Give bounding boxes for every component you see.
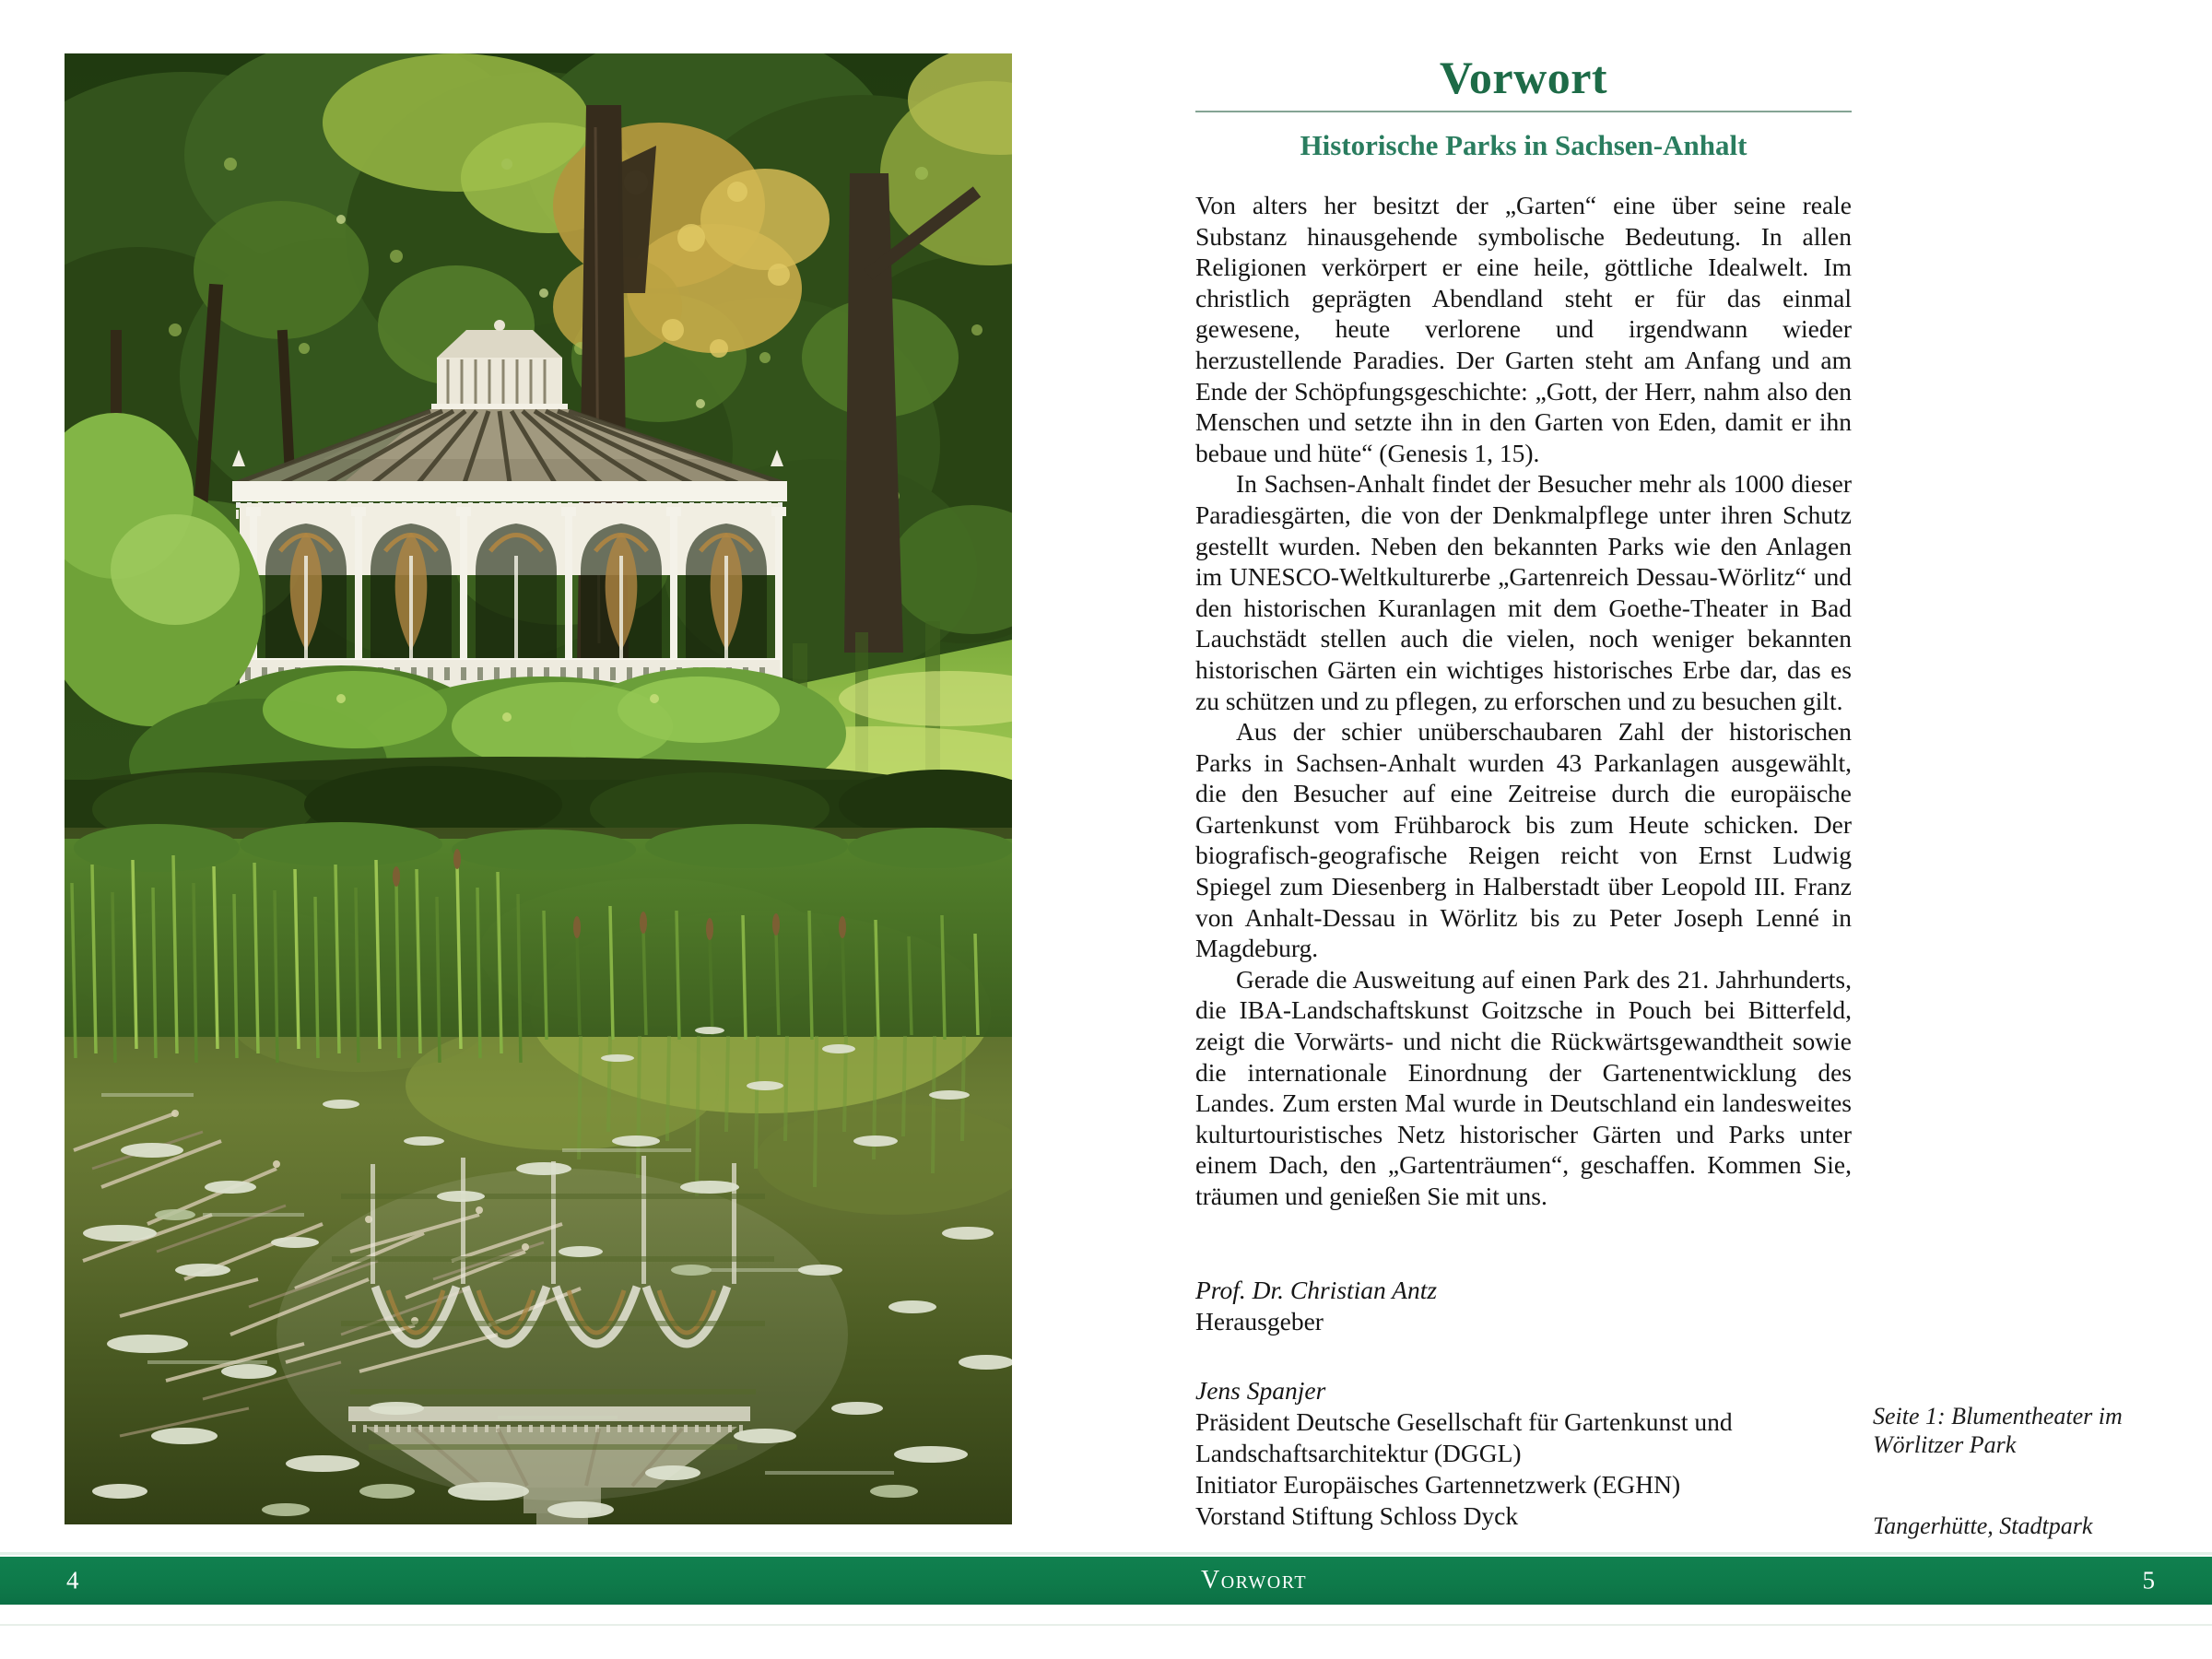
right-page-number: 5: [2142, 1566, 2155, 1594]
footer-section-label: Vorwort: [1201, 1566, 1308, 1594]
body-paragraph: Gerade die Ausweitung auf einen Park des 21. Jahrhunderts, die IBA-Landschaftskunst Goitzsche in Pouch bei Bitterfeld, zeigt die Vorwärts- und nicht die Rückwärtsgewandtheit sowie die internationale Einordnung der Gartenentwicklung des Landes. Zum ersten Mal wurde in Deutschland ein landesweites kulturtouristisches Netz historischer Gärten und Parks unter einem Dach, den „Gartenträumen“, geschaffen. Kommen Sie, träumen und genießen Sie mit uns.: [1195, 964, 1852, 1210]
park-scene-illustration: [65, 53, 1012, 1524]
signature-block-president: [1195, 1375, 1852, 1532]
signature-name: Prof. Dr. Christian Antz: [1195, 1276, 1438, 1304]
footer-bar: [0, 1557, 2212, 1605]
signature-role: Vorstand Stiftung Schloss Dyck: [1195, 1501, 1519, 1530]
title-divider: [1195, 111, 1852, 112]
body-paragraph: In Sachsen-Anhalt findet der Besucher mehr als 1000 dieser Paradiesgärten, die von der Denkmalpflege unter ihren Schutz gestellt wurden. Neben den bekannten Parks wie den Anlagen im UNESCO-Weltkulturerbe „Gartenreich Dessau-Wörlitz“ und den historischen Kuranlagen mit dem Goethe-Theater in Bad Lauchstädt stellen auch die vielen, noch weniger bekannten historischen Gärten ein wichtiges historisches Erbe dar, das es zu schützen und zu pflegen, zu erforschen und zu besuchen gilt.: [1195, 469, 1852, 715]
reed-bed: [65, 822, 1012, 1063]
page-subtitle: Historische Parks in Sachsen-Anhalt: [1300, 129, 1747, 161]
park-pond-gazebo-photo: [65, 53, 1012, 1524]
foreword-body: [1195, 190, 1852, 1212]
signature-role: Präsident Deutsche Gesellschaft für Gartenkunst und Landschaftsarchitektur (DGGL): [1195, 1407, 1733, 1467]
foreword-column: [1195, 51, 1852, 1212]
body-paragraph: Aus der schier unüberschaubaren Zahl der historischen Parks in Sachsen-Anhalt wurden 43 Parkanlagen ausgewählt, die den Besucher auf eine Zeitreise durch die europäische Gartenkunst vom Frühbarock bis zum Heute schicken. Der biografisch-geografische Reigen reicht von Ernst Ludwig Spiegel zum Diesenberg in Halberstadt über Leopold III. Franz von Anhalt-Dessau in Wörlitz bis zu Peter Joseph Lenné in Magdeburg.: [1195, 717, 1852, 963]
signature-role: Herausgeber: [1195, 1307, 1324, 1335]
body-paragraph: Von alters her besitzt der „Garten“ eine über seine reale Substanz hinausgehende symbolische Bedeutung. In allen Religionen verkörpert er eine heile, göttliche Idealwelt. Im christlich geprägten Abendland steht er für das einmal gewesene, heute verlorene und irgendwann wieder herzustellende Paradies. Der Garten steht am Anfang und am Ende der Schöpfungsgeschichte: „Gott, der Herr, nahm also den Menschen und setzte ihn in den Garten von Eden, damit er ihn bebaue und hüte“ (Genesis 1, 15).: [1195, 191, 1852, 467]
signature-name: Jens Spanjer: [1195, 1376, 1326, 1405]
signature-block-editor: [1195, 1275, 1852, 1337]
margin-caption: Tangerhütte, Stadtpark: [1873, 1512, 2093, 1539]
footer-bottom-edge: [0, 1624, 2212, 1626]
footer-top-edge: [0, 1552, 2212, 1555]
page-title: Vorwort: [1439, 52, 1608, 103]
left-page-number: 4: [66, 1566, 79, 1594]
margin-caption: Seite 1: Blumentheater im Wörlitzer Park: [1873, 1403, 2123, 1458]
signature-role: Initiator Europäisches Gartennetzwerk (EGHN): [1195, 1470, 1681, 1499]
